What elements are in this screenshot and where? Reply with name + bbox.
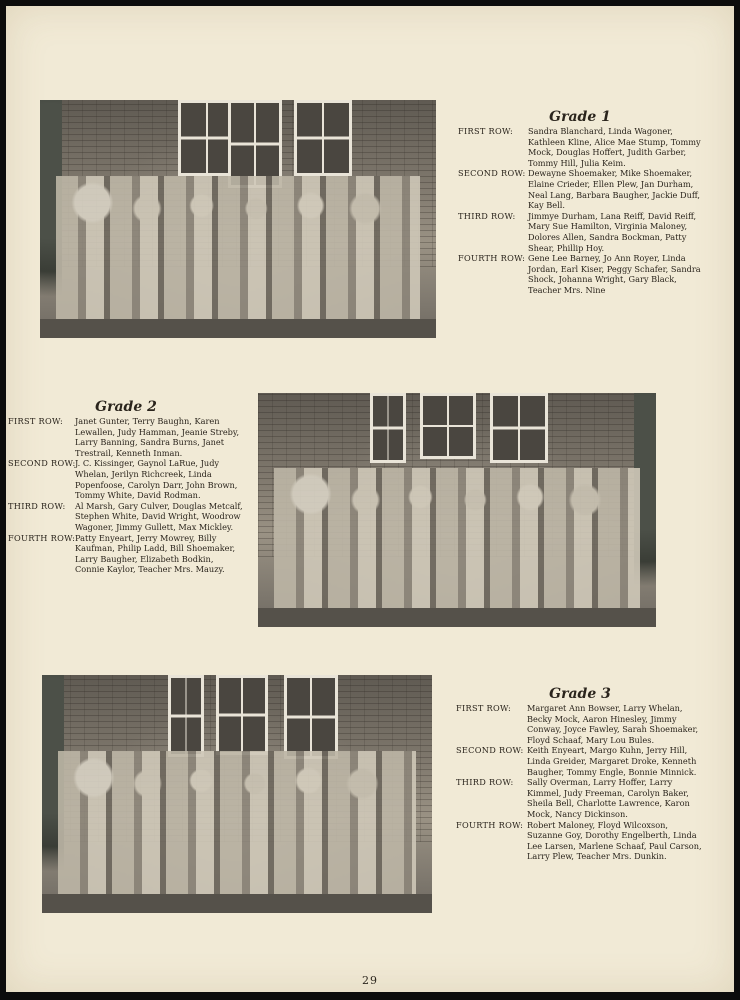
row-names: Dewayne Shoemaker, Mike Shoemaker, Elaine Crieder, Ellen Plew, Jan Durham, Neal Lang, Barbara Baugher, Jackie Duff, Kay Bell. (528, 168, 700, 211)
grade-3-title: Grade 3 (549, 686, 611, 702)
grade-1-row-3 (458, 211, 702, 253)
grade-3-class-photo (42, 675, 432, 913)
row-label: THIRD ROW: (8, 500, 66, 511)
row-label: FIRST ROW: (8, 416, 64, 426)
row-names: J. C. Kissinger, Gaynol LaRue, Judy Whelan, Jerilyn Richcreek, Linda Popenfoose, Carolyn Darr, John Brown, Tommy White, David Rodman. (75, 458, 238, 501)
grade-2-row-1 (8, 416, 244, 458)
row-names: Al Marsh, Gary Culver, Douglas Metcalf, Stephen White, David Wright, Woodrow Wagoner, Jimmy Gullett, Max Mickley. (75, 500, 243, 532)
grade-3-caption (456, 686, 704, 862)
row-names: Janet Gunter, Terry Baughn, Karen Lewallen, Judy Hamman, Jeanie Streby, Larry Banning, Sandra Burns, Janet Trestrail, Kenneth Inman. (75, 416, 240, 458)
row-names: Gene Lee Barney, Jo Ann Royer, Linda Jordan, Earl Kiser, Peggy Schafer, Sandra Shock, Johanna Wright, Gary Black, Teacher Mrs. Nine (528, 253, 701, 295)
grade-1-row-4 (458, 253, 702, 295)
grade-2-row-3 (8, 501, 244, 533)
grade-3-row-3 (456, 777, 704, 819)
row-names: Robert Maloney, Floyd Wilcoxson, Suzanne Goy, Dorothy Engelberth, Linda Lee Larsen, Marlene Schaaf, Paul Carson, Larry Plew, Teacher Mrs. Dunkin. (527, 819, 702, 862)
grade-2-class-photo (258, 393, 656, 627)
row-label: FIRST ROW: (456, 703, 512, 713)
grade-1-class-photo (40, 100, 436, 338)
grade-1-title: Grade 1 (549, 109, 611, 125)
row-label: SECOND ROW: (456, 745, 524, 756)
row-names: Sandra Blanchard, Linda Wagoner, Kathleen Kline, Alice Mae Stump, Tommy Mock, Douglas Hoffert, Judith Garber, Tommy Hill, Julia Keim. (528, 126, 701, 168)
row-names: Sally Overman, Larry Hoffer, Larry Kimmel, Judy Freeman, Carolyn Baker, Sheila Bell, Charlotte Lawrence, Karon Mock, Nancy Dickinson. (527, 777, 690, 819)
yearbook-page (6, 6, 734, 992)
row-label: THIRD ROW: (458, 210, 516, 221)
grade-3-row-2 (456, 745, 704, 777)
grade-1-row-1 (458, 126, 702, 168)
row-label: FOURTH ROW: (458, 253, 526, 264)
grade-2-title: Grade 2 (95, 399, 157, 415)
grade-2-row-4 (8, 533, 244, 575)
row-label: FOURTH ROW: (456, 819, 524, 830)
row-label: FOURTH ROW: (8, 532, 76, 543)
row-label: FIRST ROW: (458, 126, 514, 136)
page-number: 29 (362, 974, 378, 987)
grade-3-row-1 (456, 703, 704, 745)
row-names: Patty Enyeart, Jerry Mowrey, Billy Kaufman, Philip Ladd, Bill Shoemaker, Larry Baugher, Elizabeth Bodkin, Connie Kaylor, Teacher Mrs. Mauzy. (75, 532, 236, 575)
row-names: Keith Enyeart, Margo Kuhn, Jerry Hill, Linda Greider, Margaret Droke, Kenneth Baugher, Tommy Engle, Bonnie Minnick. (527, 745, 697, 777)
grade-1-row-2 (458, 168, 702, 210)
grade-2-row-2 (8, 458, 244, 500)
grade-2-caption (8, 399, 244, 575)
row-names: Margaret Ann Bowser, Larry Whelan, Becky Mock, Aaron Hinesley, Jimmy Conway, Joyce Fawley, Sarah Shoemaker, Floyd Schaaf, Mary Lou Bules. (527, 703, 699, 745)
row-label: THIRD ROW: (456, 777, 514, 788)
row-label: SECOND ROW: (8, 458, 76, 469)
row-names: Jimmye Durham, Lana Reiff, David Reiff, Mary Sue Hamilton, Virginia Maloney, Dolores Allen, Sandra Bockman, Patty Shear, Phillip Hoy. (528, 210, 697, 253)
grade-1-caption (458, 109, 702, 296)
grade-3-row-4 (456, 820, 704, 862)
row-label: SECOND ROW: (458, 168, 526, 179)
